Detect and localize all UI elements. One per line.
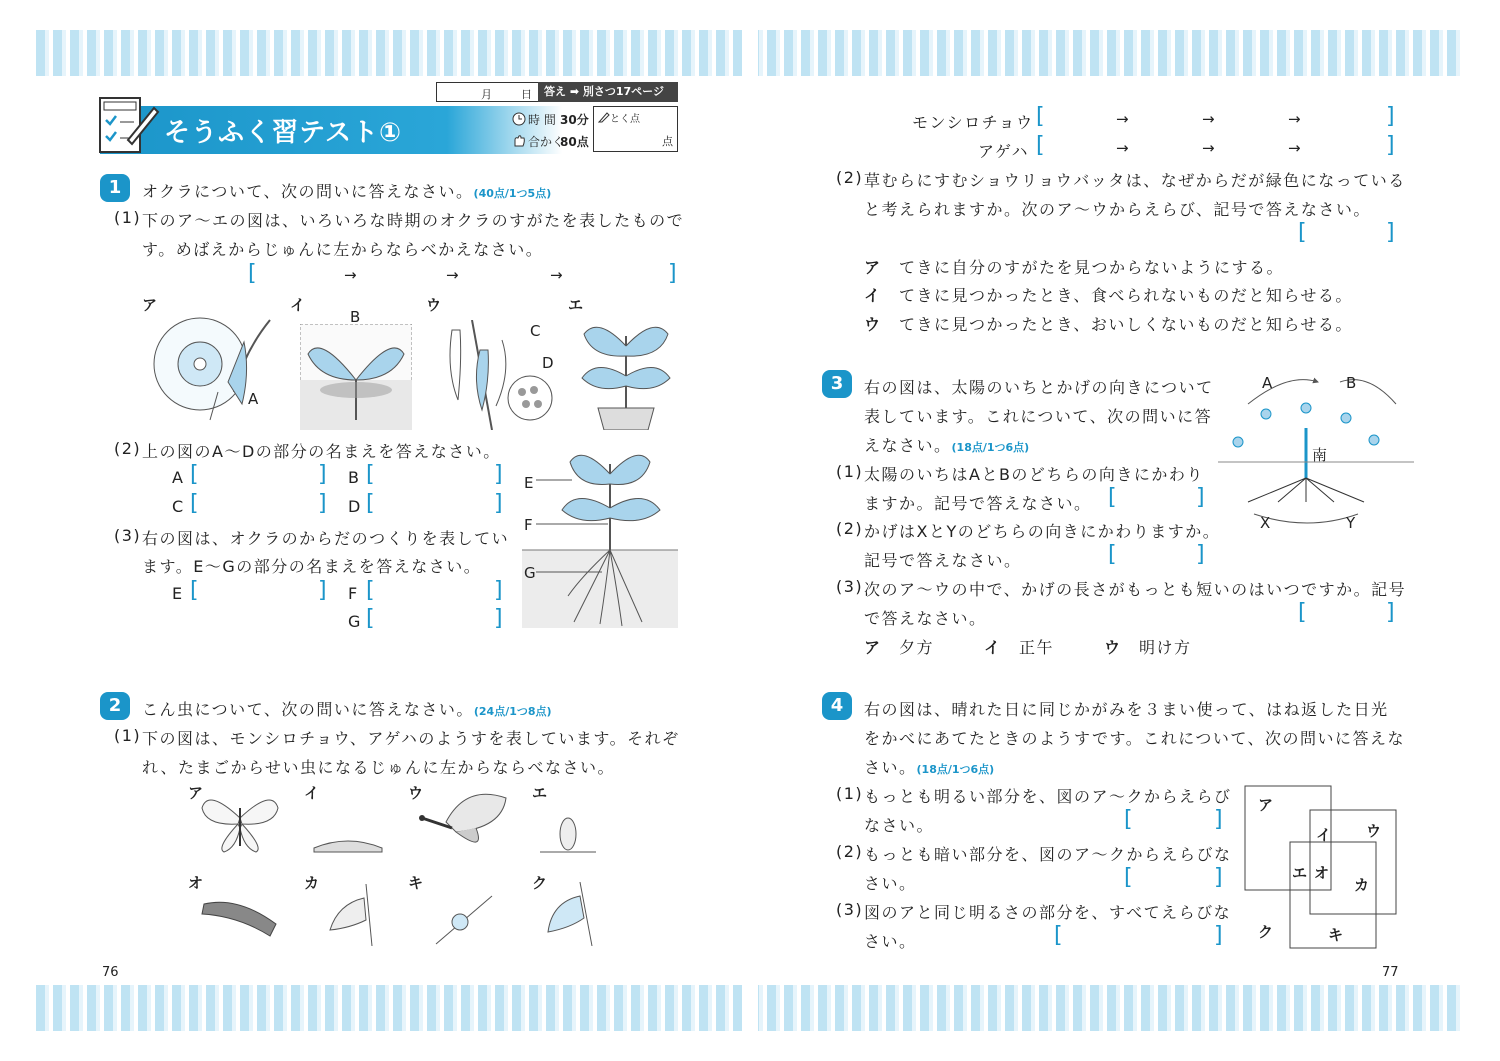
q4-sub1-num: (1)	[836, 784, 864, 803]
q2-sub1-line2: れ、たまごからせい虫になるじゅんに左からならべなさい。	[142, 758, 615, 777]
question-number-1: 1	[100, 174, 130, 202]
q2-sub2-line1: 草むらにすむショウリョウバッタは、なぜからだが緑色になっている	[864, 171, 1406, 190]
q1-sub1-line2: す。めばえからじゅんに左からならべかえなさい。	[142, 240, 544, 259]
answer-bracket-open: [	[1124, 807, 1133, 832]
answer-bracket-open: [	[190, 462, 199, 487]
answer-bracket-close: ]	[318, 491, 327, 516]
part-label-f: F	[524, 516, 533, 534]
q4-sub3-line1: 図のアと同じ明るさの部分を、すべてえらびな	[864, 903, 1232, 922]
q3-sub1-num: (1)	[836, 462, 864, 481]
okra-flower-illustration	[148, 312, 278, 430]
region-label-ka: カ	[1354, 876, 1370, 894]
answer-label-e: E	[172, 584, 184, 603]
q3-sub3-line2: で答えなさい。	[864, 609, 987, 628]
insect-label-ku: ク	[532, 874, 548, 892]
okra-potted-plant-illustration	[578, 316, 674, 430]
answer-bracket-open: [	[1054, 923, 1063, 948]
page-gutter	[742, 0, 758, 1061]
q2-sub2-num: (2)	[836, 168, 864, 187]
answer-bracket-close: ]	[494, 578, 503, 603]
answer-label-b: B	[348, 468, 361, 487]
part-label-e: E	[524, 474, 534, 492]
okra-label-e: エ	[568, 296, 584, 314]
answer-bracket-open: [	[366, 606, 375, 631]
answer-bracket-open: [	[366, 578, 375, 603]
q3-line2: 表しています。これについて、次の問いに答	[864, 407, 1213, 426]
q1-sub3-line1: 右の図は、オクラのからだのつくりを表してい	[142, 529, 510, 548]
answer-bracket-open: [	[1298, 600, 1307, 625]
choice-row: ア てきに自分のすがたを見つからないようにする。	[864, 258, 1285, 277]
insect-label-u: ウ	[408, 784, 424, 802]
answer-bracket-open: [	[190, 491, 199, 516]
day-label: 日	[521, 88, 532, 101]
question-number-2: 2	[100, 692, 130, 720]
region-label-u: ウ	[1366, 822, 1382, 840]
region-label-e: エ	[1292, 864, 1308, 882]
q1-points: (40点/1つ5点)	[473, 187, 552, 200]
q4-sub1-line2: なさい。	[864, 816, 935, 835]
q4-sub1-line1: もっとも明るい部分を、図のア～クからえらび	[864, 787, 1232, 806]
q3-sub3-num: (3)	[836, 577, 864, 596]
answer-bracket-open: [	[1298, 220, 1307, 245]
pass-value: 80点	[560, 135, 589, 149]
month-label: 月	[481, 88, 492, 101]
score-label: とく点	[610, 114, 640, 125]
page-number-left: 76	[102, 965, 119, 980]
choice-row: ウ てきに見つかったとき、おいしくないものだと知らせる。	[864, 315, 1353, 334]
fig-label-south: 南	[1312, 446, 1328, 464]
q4-sub3-num: (3)	[836, 900, 864, 919]
part-label-d: D	[542, 354, 554, 372]
answer-bracket-close: ]	[1214, 923, 1223, 948]
region-label-ku: ク	[1258, 923, 1274, 941]
insect-label-ka: カ	[304, 874, 320, 892]
q2-sub2-line2: と考えられますか。次のア～ウからえらび、記号で答えなさい。	[864, 200, 1371, 219]
swallowtail-butterfly-illustration	[416, 788, 512, 856]
answer-bracket-close: ]	[318, 578, 327, 603]
part-label-c: C	[530, 322, 541, 340]
region-label-ki: キ	[1328, 926, 1344, 944]
answer-bracket-open: [	[1108, 485, 1117, 510]
q4-line3: さい。(18点/1つ6点)	[864, 758, 995, 777]
swallowtail-pupa-illustration	[320, 884, 376, 946]
time-value: 30分	[560, 113, 589, 127]
ageha-label: アゲハ	[978, 142, 1030, 161]
answer-bracket-close: ]	[494, 462, 503, 487]
answer-bracket-close: ]	[1386, 104, 1395, 129]
monshiro-label: モンシロチョウ	[912, 113, 1034, 132]
answer-bracket-open: [	[248, 261, 257, 286]
answer-bracket-close: ]	[1214, 807, 1223, 832]
answer-bracket-open: [	[190, 578, 199, 603]
q4-line1: 右の図は、晴れた日に同じかがみを３まい使って、はね返した日光	[864, 700, 1389, 719]
caterpillar-illustration	[310, 832, 386, 856]
part-label-b: B	[350, 308, 361, 326]
arrow-right: →	[446, 266, 459, 284]
answer-bracket-close: ]	[1196, 485, 1205, 510]
hand-icon	[512, 134, 526, 148]
answer-label-f: F	[348, 584, 359, 603]
egg-on-leaf-illustration	[434, 892, 494, 946]
okra-body-structure-diagram	[522, 446, 678, 628]
q1-sub1-line1: 下のア～エの図は、いろいろな時期のオクラのすがたを表したもので	[142, 211, 685, 230]
arrow-right: →	[1288, 139, 1301, 157]
fig-label-a: A	[1262, 374, 1273, 392]
insect-label-a: ア	[188, 784, 204, 802]
arrow-right: →	[1116, 110, 1129, 128]
answer-bracket-close: ]	[1196, 542, 1205, 567]
right-page	[758, 76, 1422, 985]
choice-row: ア 夕方	[864, 638, 935, 657]
answer-bracket-open: [	[366, 491, 375, 516]
arrow-right: →	[550, 266, 563, 284]
answer-bracket-open: [	[1036, 133, 1045, 158]
q3-points: (18点/1つ6点)	[951, 441, 1030, 454]
insect-label-e: エ	[532, 784, 548, 802]
score-unit: 点	[662, 135, 673, 148]
arrow-right: →	[344, 266, 357, 284]
time-label: 時 間	[528, 113, 556, 127]
answer-label-d: D	[348, 497, 362, 516]
question-number-3: 3	[822, 370, 852, 398]
page-number-right: 77	[1382, 965, 1399, 980]
answer-bracket-close: ]	[1386, 220, 1395, 245]
clock-icon	[512, 112, 526, 126]
chrysalis-illustration	[540, 812, 596, 856]
okra-seedling-illustration	[300, 324, 412, 430]
part-label-a: A	[248, 390, 259, 408]
q4-sub3-line2: さい。	[864, 932, 917, 951]
q3-sub2-line1: かげはXとYのどちらの向きにかわりますか。	[864, 522, 1221, 541]
insect-label-o: オ	[188, 874, 204, 892]
answer-bracket-open: [	[1108, 542, 1117, 567]
insect-label-i: イ	[304, 784, 320, 802]
answer-bracket-close: ]	[318, 462, 327, 487]
q3-sub1-line2: ますか。記号で答えなさい。	[864, 494, 1092, 513]
q2-prompt: こん虫について、次の問いに答えなさい。(24点/1つ8点)	[142, 700, 552, 719]
q2-sub1-num: (1)	[114, 726, 142, 745]
q1-sub2-text: 上の図のA～Dの部分の名まえを答えなさい。	[142, 442, 501, 461]
answer-bracket-close: ]	[1386, 133, 1395, 158]
choice-row: イ 正午	[984, 638, 1055, 657]
checklist-pencil-icon	[98, 94, 160, 158]
answer-bracket-open: [	[1124, 865, 1133, 890]
q3-line3: えなさい。(18点/1つ6点)	[864, 436, 1030, 455]
okra-label-a: ア	[142, 296, 158, 314]
q1-sub1-num: (1)	[114, 208, 142, 227]
part-label-g: G	[524, 564, 536, 582]
q2-points: (24点/1つ8点)	[473, 705, 552, 718]
okra-label-u: ウ	[426, 296, 442, 314]
fig-label-x: X	[1260, 514, 1271, 532]
pass-label: 合かく	[528, 135, 565, 149]
arrow-right: →	[1288, 110, 1301, 128]
fig-label-b: B	[1346, 374, 1357, 392]
q1-sub3-num: (3)	[114, 526, 142, 545]
region-label-o: オ	[1314, 864, 1330, 882]
q4-sub2-line1: もっとも暗い部分を、図のア～クからえらびな	[864, 845, 1232, 864]
swallowtail-larva-illustration	[198, 892, 282, 944]
answer-bracket-close: ]	[494, 491, 503, 516]
region-label-a: ア	[1258, 796, 1274, 814]
answer-label-a: A	[172, 468, 185, 487]
q3-sub3-line1: 次のア～ウの中で、かげの長さがもっとも短いのはいつですか。記号	[864, 580, 1407, 599]
arrow-right: →	[1116, 139, 1129, 157]
okra-label-i: イ	[290, 296, 306, 314]
left-page	[78, 76, 742, 985]
q1-sub3-line2: ます。E～Gの部分の名まえを答えなさい。	[142, 557, 482, 576]
answer-label-c: C	[172, 497, 185, 516]
answer-bracket-close: ]	[1386, 600, 1395, 625]
answer-bracket-close: ]	[668, 261, 677, 286]
insect-label-ki: キ	[408, 874, 424, 892]
q1-prompt: オクラについて、次の問いに答えなさい。(40点/1つ5点)	[142, 182, 552, 201]
choice-row: ウ 明け方	[1104, 638, 1192, 657]
q3-sub1-line1: 太陽のいちはAとBのどちらの向きにかわり	[864, 465, 1204, 484]
arrow-right: →	[1202, 139, 1215, 157]
q4-points: (18点/1つ6点)	[916, 763, 995, 776]
score-box	[593, 106, 678, 152]
answer-bracket-open: [	[366, 462, 375, 487]
question-number-4: 4	[822, 692, 852, 720]
answer-reference: 答え ➡ 別さつ17ページ	[538, 82, 678, 102]
q3-sub2-num: (2)	[836, 519, 864, 538]
test-title: そうふく習テスト①	[164, 118, 402, 148]
answer-bracket-close: ]	[494, 606, 503, 631]
q1-sub2-num: (2)	[114, 439, 142, 458]
arrow-right: →	[1202, 110, 1215, 128]
fig-label-y: Y	[1346, 514, 1356, 532]
answer-bracket-close: ]	[1214, 865, 1223, 890]
q2-sub1-line1: 下の図は、モンシロチョウ、アゲハのようすを表しています。それぞ	[142, 729, 680, 748]
region-label-i: イ	[1316, 826, 1332, 844]
answer-label-g: G	[348, 612, 362, 631]
q4-sub2-line2: さい。	[864, 874, 917, 893]
cabbage-white-butterfly-illustration	[198, 788, 282, 856]
answer-bracket-open: [	[1036, 104, 1045, 129]
q4-line2: をかべにあてたときのようすです。これについて、次の問いに答えな	[864, 729, 1406, 748]
q4-sub2-num: (2)	[836, 842, 864, 861]
q3-line1: 右の図は、太陽のいちとかげの向きについて	[864, 378, 1214, 397]
cabbage-white-pupa-illustration	[540, 882, 596, 946]
q3-sub2-line2: 記号で答えなさい。	[864, 551, 1022, 570]
choice-row: イ てきに見つかったとき、食べられないものだと知らせる。	[864, 286, 1353, 305]
pencil-icon	[598, 111, 610, 123]
